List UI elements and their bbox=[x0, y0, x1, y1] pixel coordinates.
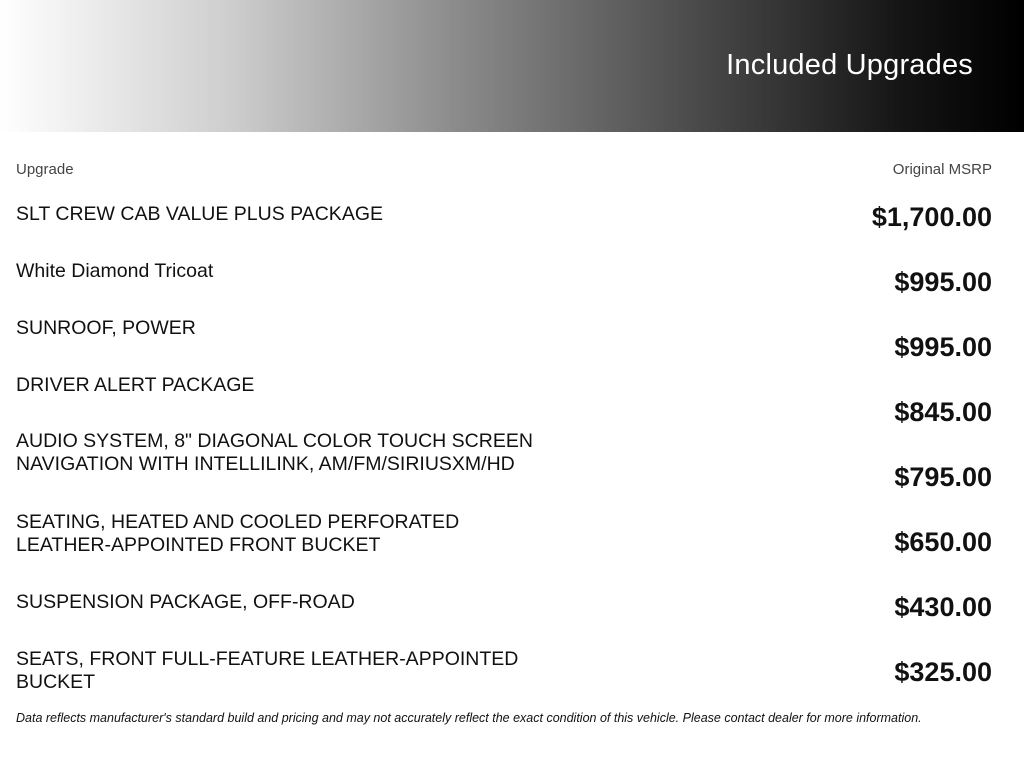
upgrade-price: $325.00 bbox=[894, 657, 992, 687]
upgrade-name: White Diamond Tricoat bbox=[16, 260, 214, 282]
upgrade-name: SEATS, FRONT FULL-FEATURE LEATHER-APPOINTED BUCKET bbox=[16, 648, 519, 693]
disclaimer-text: Data reflects manufacturer's standard build and pricing and may not accurately reflect the exact condition of this vehicle. Please contact dealer for more information. bbox=[16, 711, 922, 725]
upgrade-price: $995.00 bbox=[894, 267, 992, 297]
upgrade-name: DRIVER ALERT PACKAGE bbox=[16, 374, 255, 396]
upgrade-name: SUSPENSION PACKAGE, OFF-ROAD bbox=[16, 591, 355, 613]
upgrade-name: SUNROOF, POWER bbox=[16, 317, 196, 339]
upgrade-price: $795.00 bbox=[894, 462, 992, 492]
upgrade-price: $650.00 bbox=[894, 527, 992, 557]
column-header-msrp: Original MSRP bbox=[892, 161, 992, 178]
column-header-upgrade: Upgrade bbox=[16, 161, 74, 178]
upgrade-price: $430.00 bbox=[894, 592, 992, 622]
header-banner bbox=[0, 0, 1024, 132]
upgrade-name: SEATING, HEATED AND COOLED PERFORATED LEATHER-APPOINTED FRONT BUCKET bbox=[16, 511, 460, 556]
upgrade-name: SLT CREW CAB VALUE PLUS PACKAGE bbox=[16, 203, 383, 225]
upgrade-price: $995.00 bbox=[894, 332, 992, 362]
upgrade-price: $845.00 bbox=[894, 397, 992, 427]
upgrade-price: $1,700.00 bbox=[871, 202, 992, 232]
upgrade-name: AUDIO SYSTEM, 8" DIAGONAL COLOR TOUCH SCREEN NAVIGATION WITH INTELLILINK, AM/FM/SIRIUSXM/HD bbox=[16, 430, 533, 475]
page-title: Included Upgrades bbox=[726, 49, 973, 81]
